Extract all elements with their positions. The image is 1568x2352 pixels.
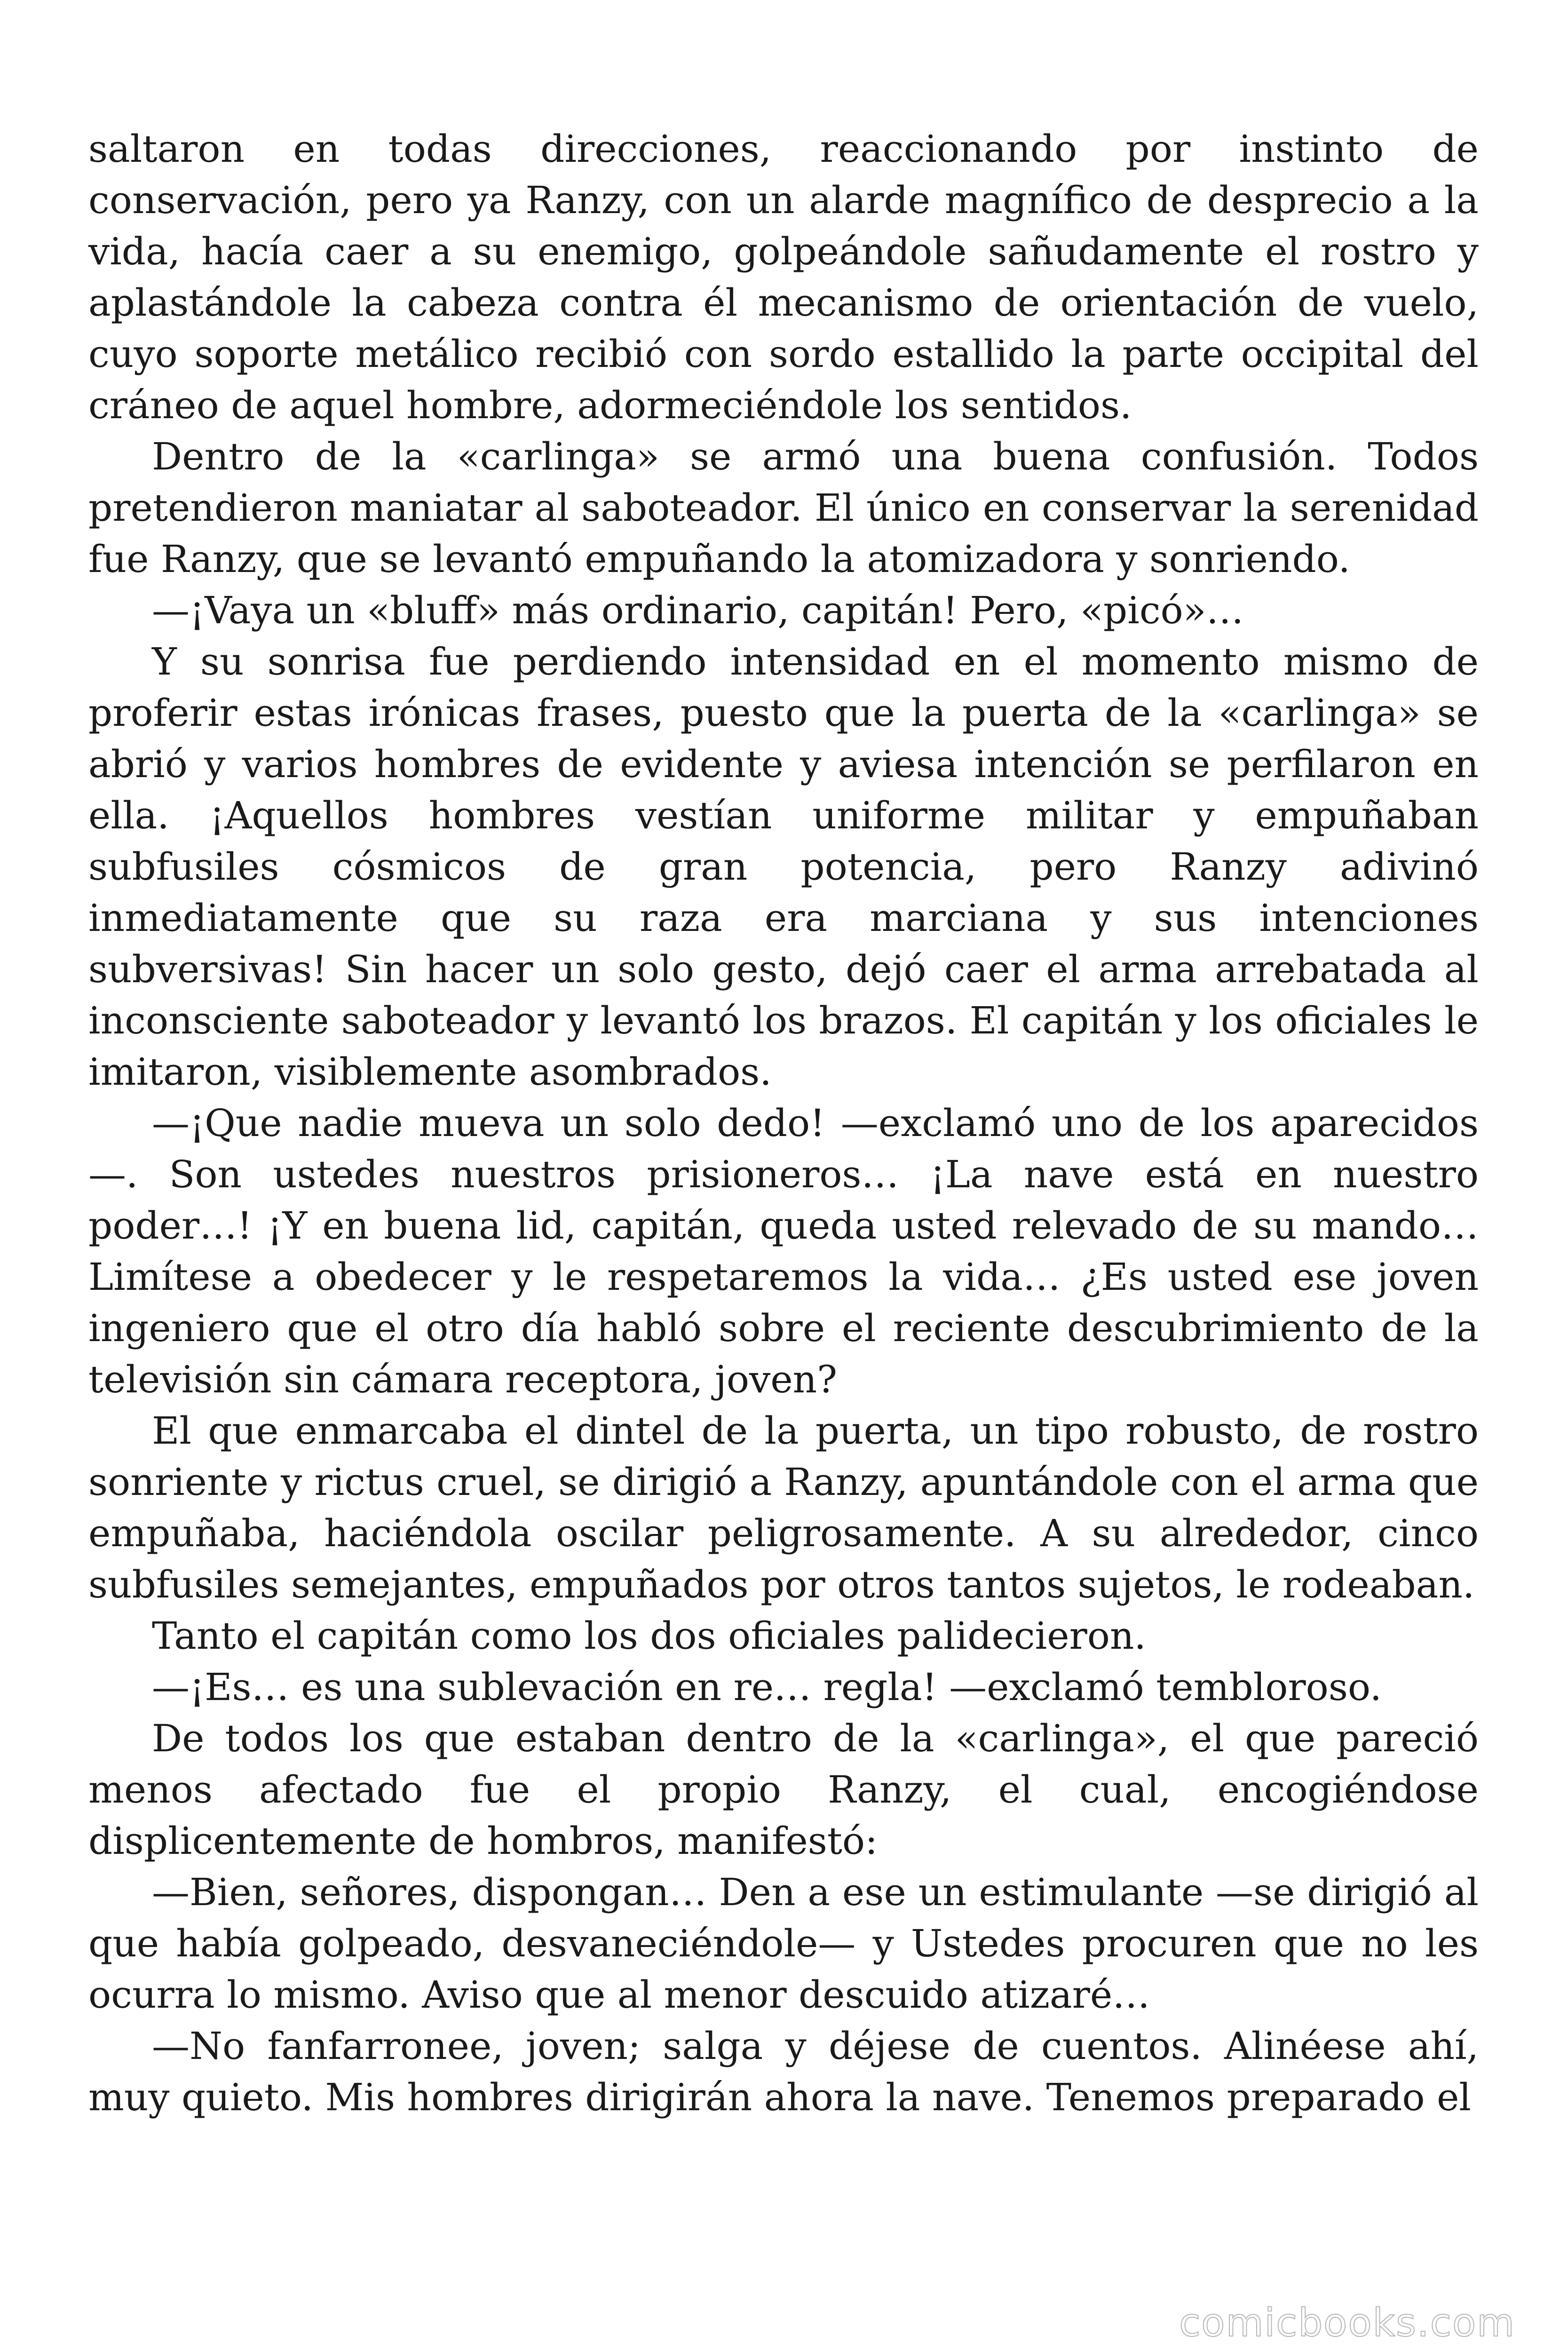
book-page-text (88, 123, 1479, 2123)
paragraph: El que enmarcaba el dintel de la puerta, un tipo robusto, de rostro sonriente y rictus cruel, se dirigió a Ranzy, apuntándole con el arma que empuñaba, haciéndola oscilar peligrosamente. A su alrededor, cinco subfusiles semejantes, empuñados por otros tantos sujetos, le rodeaban. (88, 1409, 1479, 1606)
paragraph: Tanto el capitán como los dos oficiales palidecieron. (152, 1614, 1146, 1658)
paragraph: —¡Es… es una sublevación en re… regla! —exclamó tembloroso. (152, 1665, 1382, 1709)
paragraph: —Bien, señores, dispongan… Den a ese un estimulante —se dirigió al que había golpeado, desvaneciéndole— y Ustedes procuren que no les ocurra lo mismo. Aviso que al menor descuido atizaré… (88, 1870, 1479, 2017)
paragraph: Dentro de la «carlinga» se armó una buena confusión. Todos pretendieron maniatar al saboteador. El único en conservar la serenidad fue Ranzy, que se levantó empuñando la atomizadora y sonriendo. (88, 435, 1479, 581)
paragraph: —¡Vaya un «bluff» más ordinario, capitán! Pero, «picó»… (152, 588, 1244, 632)
paragraph: —No fanfarronee, joven; salga y déjese de cuentos. Alinéese ahí, muy quieto. Mis hombres dirigirán ahora la nave. Tenemos preparado el (88, 2024, 1479, 2119)
paragraph: —¡Que nadie mueva un solo dedo! —exclamó uno de los aparecidos —. Son ustedes nuestros prisioneros… ¡La nave está en nuestro poder…! ¡Y en buena lid, capitán, queda usted relevado de su mando… Limítese a obedecer y le respetaremos la vida… ¿Es usted ese joven ingeniero que el otro día habló sobre el reciente descubrimiento de la televisión sin cámara receptora, joven? (88, 1101, 1479, 1401)
paragraph: De todos los que estaban dentro de la «carlinga», el que pareció menos afectado fue el propio Ranzy, el cual, encogiéndose displicentemente de hombros, manifestó: (88, 1716, 1479, 1863)
watermark: comicbooks.com (1179, 2301, 1515, 2345)
paragraph: Y su sonrisa fue perdiendo intensidad en el momento mismo de proferir estas irónicas frases, puesto que la puerta de la «carlinga» se abrió y varios hombres de evidente y aviesa intención se perfilaron en ella. ¡Aquellos hombres vestían uniforme militar y empuñaban subfusiles cósmicos de gran potencia, pero Ranzy adivinó inmediatamente que su raza era marciana y sus intenciones subversivas! Sin hacer un solo gesto, dejó caer el arma arrebatada al inconsciente saboteador y levantó los brazos. El capitán y los oficiales le imitaron, visiblemente asombrados. (88, 640, 1479, 1094)
paragraph: saltaron en todas direcciones, reaccionando por instinto de conservación, pero ya Ranzy, con un alarde magnífico de desprecio a la vida, hacía caer a su enemigo, golpeándole sañudamente el rostro y aplastándole la cabeza contra él mecanismo de orientación de vuelo, cuyo soporte metálico recibió con sordo estallido la parte occipital del cráneo de aquel hombre, adormeciéndole los sentidos. (88, 127, 1479, 427)
